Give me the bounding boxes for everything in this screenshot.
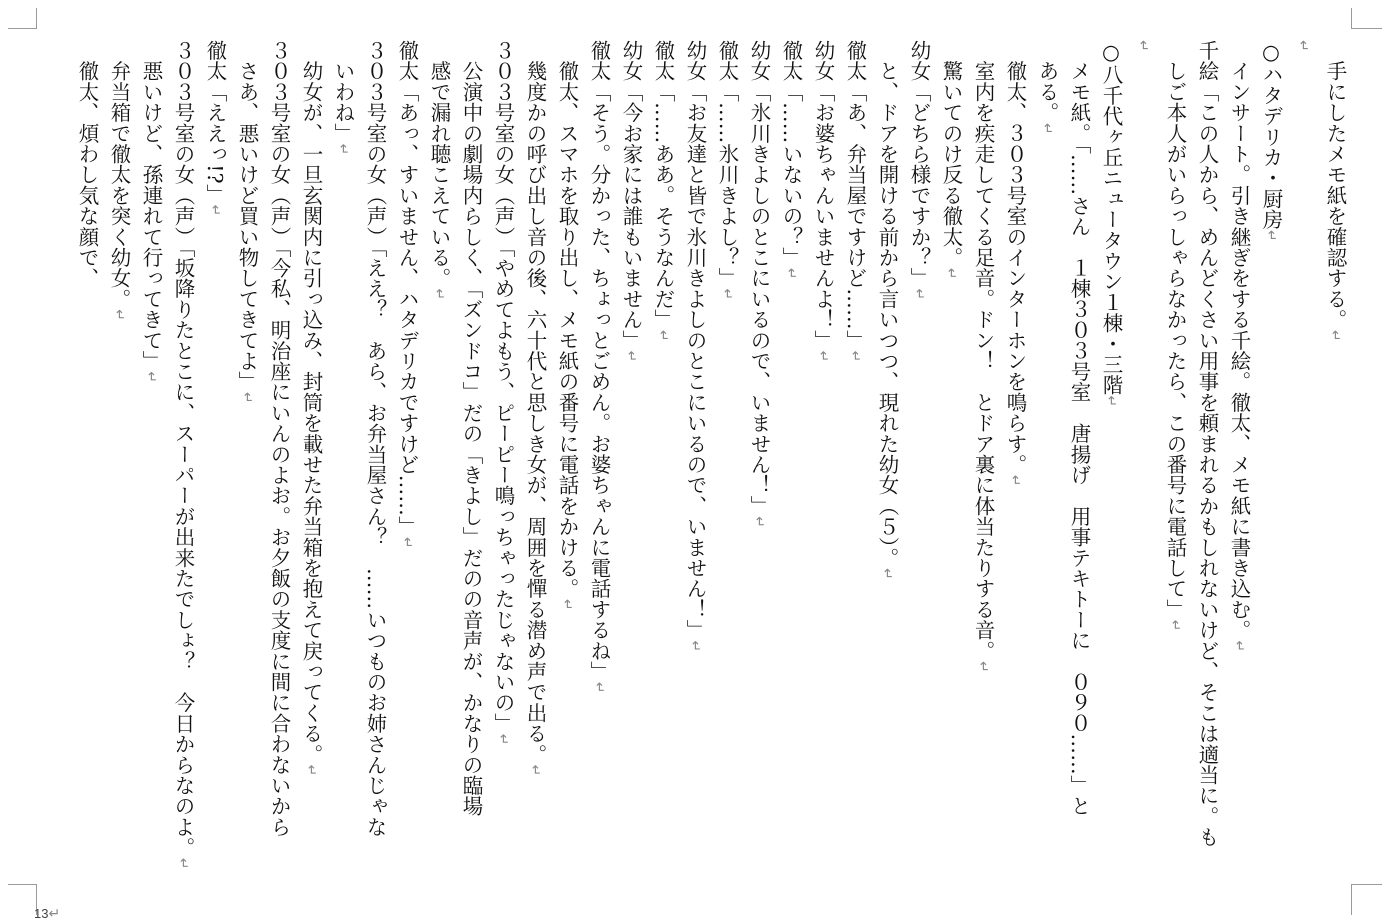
text-line [1127, 40, 1159, 890]
line-text: 手にしたメモ紙を確認する。 [1323, 40, 1347, 330]
line-text: 幼女「どちら様ですか？」 [907, 40, 931, 289]
paragraph-mark-icon: ↵ [1231, 640, 1247, 653]
text-line [327, 40, 359, 890]
line-text: 徹太、スマホを取り出し、メモ紙の番号に電話をかける。 [555, 40, 579, 599]
paragraph-mark-icon: ↵ [143, 371, 159, 384]
paragraph-mark-icon: ↵ [847, 350, 863, 363]
text-line [903, 40, 935, 890]
text-line [1223, 40, 1255, 890]
line-text: ３０３号室の女（声）「ええ？ あら、お弁当屋さん？ ……いつものお姉さんじゃな [363, 40, 387, 838]
paragraph-mark-icon: ↵ [783, 267, 799, 280]
paragraph-mark-icon: ↵ [48, 906, 61, 922]
crop-mark-top-left [8, 8, 37, 29]
text-line [967, 40, 999, 890]
line-text: 幼女「お婆ちゃんいませんよ！」 [811, 40, 835, 351]
text-line [391, 40, 423, 890]
text-line [519, 40, 551, 890]
line-text: ○ハタデリカ・厨房 [1259, 40, 1283, 230]
line-text: 悪いけど、孫連れて行ってきて」 [139, 40, 163, 372]
text-line [679, 40, 711, 890]
text-line [615, 40, 647, 890]
text-line [775, 40, 807, 890]
text-line [263, 40, 295, 890]
paragraph-mark-icon: ↵ [815, 350, 831, 363]
text-line [103, 40, 135, 890]
line-text: 徹太「あっ、すいません、ハタデリカですけど……」 [395, 40, 419, 537]
text-line [999, 40, 1031, 890]
text-line [839, 40, 871, 890]
text-line [1287, 40, 1319, 890]
line-text: しご本人がいらっしゃらなかったら、この番号に電話して」 [1163, 40, 1187, 620]
paragraph-mark-icon: ↵ [495, 733, 511, 746]
line-text: いわね」 [331, 40, 355, 144]
vertical-text-body [71, 40, 1351, 890]
line-text: 徹太「……氷川きよし？」 [715, 40, 739, 289]
text-line [487, 40, 519, 890]
line-text: と、ドアを開ける前から言いつつ、現れた幼女（５）。 [875, 40, 899, 568]
paragraph-mark-icon: ↵ [239, 391, 255, 404]
paragraph-mark-icon: ↵ [911, 288, 927, 301]
text-line [295, 40, 327, 890]
line-text: 室内を疾走してくる足音。ドン！ とドア裏に体当たりする音。 [971, 40, 995, 661]
paragraph-mark-icon: ↵ [879, 567, 895, 580]
text-line [1159, 40, 1191, 890]
line-text: 徹太「そう。分かった、ちょっとごめん。お婆ちゃんに電話するね」 [587, 40, 611, 682]
paragraph-mark-icon: ↵ [1103, 395, 1119, 408]
line-text: ３０３号室の女（声）「やめてよもう、ピーピー鳴っちゃったじゃないの」 [491, 40, 515, 734]
crop-mark-bottom-right [1351, 884, 1382, 915]
paragraph-mark-icon: ↵ [559, 598, 575, 611]
text-line [551, 40, 583, 890]
paragraph-mark-icon: ↵ [943, 267, 959, 280]
paragraph-mark-icon: ↵ [1295, 40, 1311, 52]
page-number-value: 13 [34, 906, 49, 921]
text-line [231, 40, 263, 890]
paragraph-mark-icon: ↵ [1039, 122, 1055, 135]
text-line [71, 40, 103, 890]
text-line [647, 40, 679, 890]
line-text: 幼女が、一旦玄関内に引っ込み、封筒を載せた弁当箱を抱えて戻ってくる。 [299, 40, 323, 765]
paragraph-mark-icon: ↵ [719, 288, 735, 301]
text-line [1063, 40, 1095, 890]
paragraph-mark-icon: ↵ [111, 309, 127, 322]
line-text: 徹太「……ああ。そうなんだ」 [651, 40, 675, 330]
line-text: 徹太「ええっ!?」 [203, 40, 227, 205]
paragraph-mark-icon: ↵ [1007, 474, 1023, 487]
line-text: 徹太、煩わし気な顔で、 [75, 40, 99, 289]
crop-mark-top-right [1351, 8, 1382, 29]
text-line [1191, 40, 1223, 890]
text-line [583, 40, 615, 890]
line-text: 徹太、３０３号室のインターホンを鳴らす。 [1003, 40, 1027, 475]
paragraph-mark-icon: ↵ [431, 288, 447, 301]
line-text: さあ、悪いけど買い物してきてよ」 [235, 40, 259, 392]
text-line [167, 40, 199, 890]
text-line [455, 40, 487, 890]
line-text: 幼女「今お家には誰もいません」 [619, 40, 643, 351]
text-line [807, 40, 839, 890]
paragraph-mark-icon: ↵ [207, 204, 223, 217]
paragraph-mark-icon: ↵ [1327, 329, 1343, 342]
text-line [871, 40, 903, 890]
line-text: ある。 [1035, 40, 1059, 123]
paragraph-mark-icon: ↵ [335, 143, 351, 156]
paragraph-mark-icon: ↵ [527, 764, 543, 777]
text-line [199, 40, 231, 890]
text-line [1319, 40, 1351, 890]
line-text: ３０３号室の女（声）「坂降りたとこに、スーパーが出来たでしょ？ 今日からなのよ。 [171, 40, 195, 858]
paragraph-mark-icon: ↵ [1135, 40, 1151, 52]
line-text: ○八千代ヶ丘ニュータウン１棟・三階 [1099, 40, 1123, 396]
line-text: 驚いてのけ反る徹太。 [939, 40, 963, 268]
paragraph-mark-icon: ↵ [1263, 229, 1279, 242]
line-text: ３０３号室の女（声）「今私、明治座にいんのよお。お夕飯の支度に間に合わないから [267, 40, 291, 838]
paragraph-mark-icon: ↵ [1167, 619, 1183, 632]
paragraph-mark-icon: ↵ [655, 329, 671, 342]
text-line [135, 40, 167, 890]
text-line [743, 40, 775, 890]
paragraph-mark-icon: ↵ [751, 516, 767, 529]
text-line [423, 40, 455, 890]
crop-mark-bottom-left [8, 884, 37, 915]
line-text: 弁当箱で徹太を突く幼女。 [107, 40, 131, 310]
paragraph-mark-icon: ↵ [975, 661, 991, 673]
line-text: インサート。引き継ぎをする千絵。徹太、メモ紙に書き込む。 [1227, 40, 1251, 641]
paragraph-mark-icon: ↵ [303, 764, 319, 777]
line-text: 幼女「お友達と皆で氷川きよしのとこにいるので、いません！」 [683, 40, 707, 641]
text-line [1095, 40, 1127, 890]
paragraph-mark-icon: ↵ [623, 350, 639, 363]
line-text: 徹太「……いないの？」 [779, 40, 803, 268]
line-text: 幼女「氷川きよしのとこにいるので、いません！」 [747, 40, 771, 517]
line-text: 感で漏れ聴こえている。 [427, 40, 451, 289]
paragraph-mark-icon: ↵ [591, 681, 607, 694]
paragraph-mark-icon: ↵ [399, 536, 415, 549]
line-text: 公演中の劇場内らしく、「ズンドコ」だの「きよし」だのの音声が、かなりの臨場 [459, 40, 483, 817]
line-text: 幾度かの呼び出し音の後、六十代と思しき女が、周囲を憚る潜め声で出る。 [523, 40, 547, 765]
text-line [359, 40, 391, 890]
text-line [1031, 40, 1063, 890]
paragraph-mark-icon: ↵ [175, 857, 191, 870]
line-text: 千絵「この人から、めんどくさい用事を頼まれるかもしれないけど、そこは適当に。も [1195, 40, 1219, 848]
line-text: 徹太「あ、弁当屋ですけど……」 [843, 40, 867, 351]
line-text: メモ紙。「……さん １棟３０３号室 唐揚げ 用事テキトーに ０９０……」と [1067, 40, 1091, 817]
paragraph-mark-icon: ↵ [687, 640, 703, 653]
text-line [935, 40, 967, 890]
text-line [711, 40, 743, 890]
text-line [1255, 40, 1287, 890]
